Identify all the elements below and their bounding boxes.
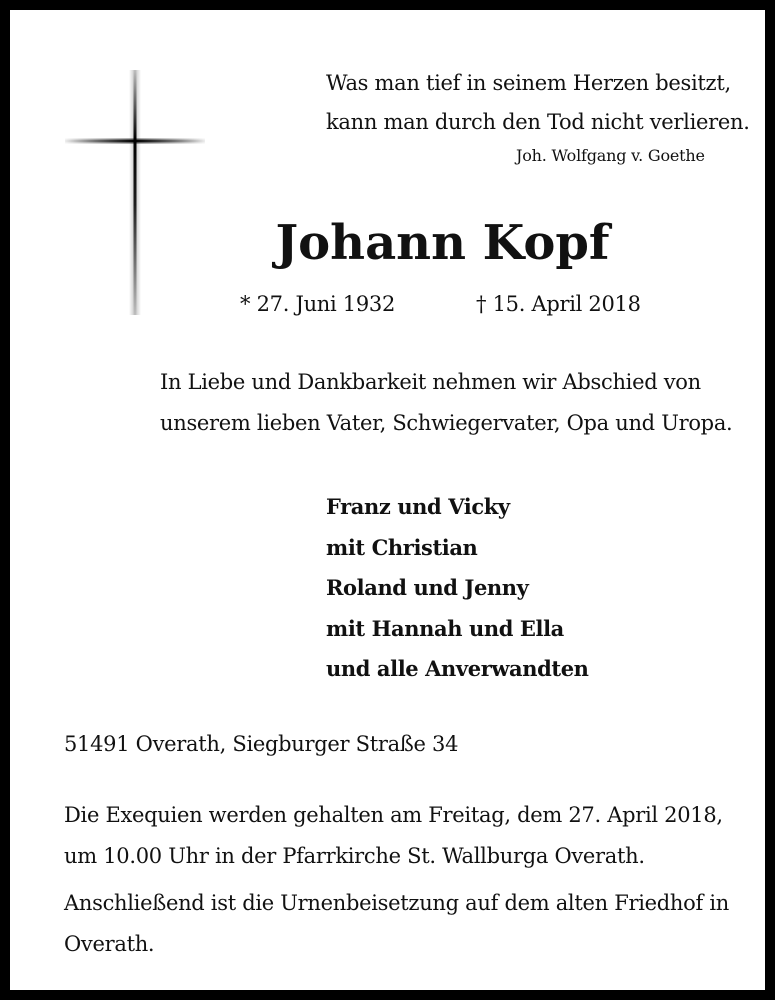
burial-line: Anschließend ist die Urnenbeisetzung auf dem alten Friedhof in (64, 891, 729, 915)
death-date: † 15. April 2018 (476, 292, 641, 316)
mourner-line: Roland und Jenny (326, 575, 529, 600)
deceased-name: Johann Kopf (275, 215, 610, 271)
address: 51491 Overath, Siegburger Straße 34 (64, 732, 459, 756)
mourner-line: mit Hannah und Ella (326, 615, 564, 641)
quote-line: Was man tief in seinem Herzen besitzt, (326, 71, 731, 95)
farewell-line: In Liebe und Dankbarkeit nehmen wir Abschied von (160, 370, 701, 394)
farewell-text (160, 362, 733, 444)
mourners-list (326, 487, 589, 690)
birth-date: * 27. Juni 1932 (240, 292, 396, 316)
burial-line: Overath. (64, 932, 155, 956)
quote-line: kann man durch den Tod nicht verlieren. (326, 110, 750, 134)
cross-icon (65, 70, 205, 315)
service-line: Die Exequien werden gehalten am Freitag, dem 27. April 2018, (64, 803, 723, 827)
service-line: um 10.00 Uhr in der Pfarrkirche St. Wallburga Overath. (64, 844, 645, 868)
quote (326, 64, 750, 142)
mourner-line: Franz und Vicky (326, 494, 510, 519)
quote-author: Joh. Wolfgang v. Goethe (516, 146, 705, 165)
mourner-line: und alle Anverwandten (326, 656, 589, 681)
burial-info (64, 883, 739, 965)
farewell-line: unserem lieben Vater, Schwiegervater, Opa und Uropa. (160, 411, 733, 435)
mourner-line: mit Christian (326, 534, 478, 560)
service-info (64, 795, 739, 877)
